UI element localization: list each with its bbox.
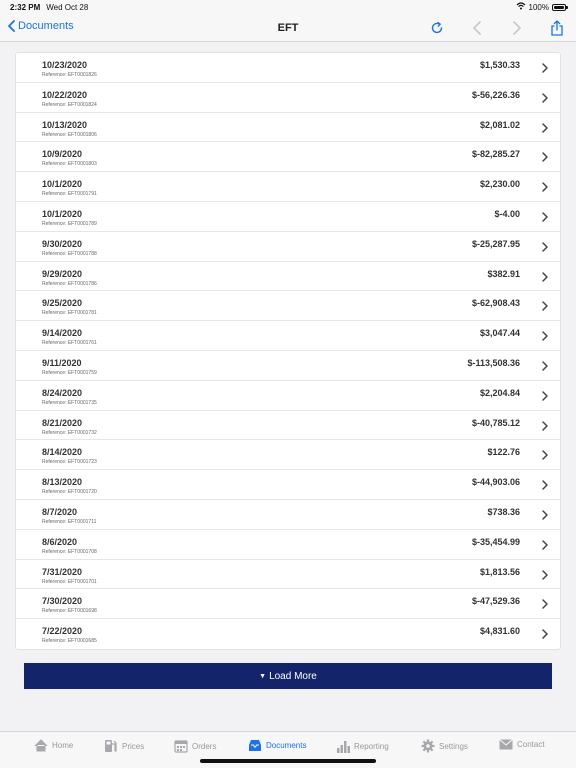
tab-label: Settings xyxy=(439,741,468,751)
list-item[interactable] xyxy=(16,530,560,560)
row-date: 10/13/2020 xyxy=(42,119,88,130)
row-amount: $2,081.02 xyxy=(479,119,520,130)
eft-list xyxy=(15,52,561,650)
list-item[interactable] xyxy=(16,619,560,649)
back-button-label: Documents xyxy=(18,20,74,32)
row-date: 8/13/2020 xyxy=(42,477,83,488)
row-reference: Reference: EFT0001759 xyxy=(42,369,97,376)
battery-percent: 100% xyxy=(528,2,549,12)
row-amount: $-25,287.95 xyxy=(471,238,520,249)
row-date: 10/1/2020 xyxy=(42,208,83,219)
inbox-icon xyxy=(248,739,262,752)
row-amount: $2,204.84 xyxy=(479,387,520,398)
tab-prices[interactable] xyxy=(104,739,144,753)
navigation-bar xyxy=(0,14,576,42)
row-reference: Reference: EFT0001732 xyxy=(42,429,97,436)
chevron-right-icon xyxy=(540,211,550,223)
list-item[interactable] xyxy=(16,321,560,351)
chevron-right-icon xyxy=(540,300,550,312)
chevron-right-icon xyxy=(540,62,550,74)
row-reference: Reference: EFT0001826 xyxy=(42,72,97,78)
row-amount: $2,230.00 xyxy=(479,179,520,190)
battery-icon xyxy=(552,4,566,11)
row-reference: Reference: EFT0001803 xyxy=(42,161,97,168)
status-date: Wed Oct 28 xyxy=(46,2,89,12)
chevron-right-icon xyxy=(540,271,550,283)
tab-label: Home xyxy=(52,741,74,750)
tab-documents[interactable] xyxy=(248,739,306,752)
chevron-right-icon xyxy=(540,569,550,581)
row-reference: Reference: EFT0001698 xyxy=(42,608,97,615)
share-icon xyxy=(550,20,564,36)
list-item[interactable] xyxy=(16,351,560,381)
tab-settings[interactable] xyxy=(421,739,468,753)
list-item[interactable] xyxy=(16,411,560,441)
home-indicator xyxy=(200,759,376,763)
list-item[interactable] xyxy=(16,560,560,590)
row-date: 8/24/2020 xyxy=(42,387,83,398)
tab-label: Contact xyxy=(517,740,545,749)
row-amount: $-56,226.36 xyxy=(471,89,520,100)
list-item[interactable] xyxy=(16,113,560,143)
list-item[interactable] xyxy=(16,83,560,113)
row-reference: Reference: EFT0001781 xyxy=(42,310,97,317)
tab-label: Orders xyxy=(192,741,217,751)
tab-label: Prices xyxy=(122,741,145,751)
tab-home[interactable] xyxy=(34,739,73,752)
next-button[interactable] xyxy=(508,19,526,37)
tab-label: Reporting xyxy=(354,741,389,751)
chevron-right-icon xyxy=(540,360,550,372)
tab-contact[interactable] xyxy=(499,739,545,750)
chevron-right-icon xyxy=(540,598,550,610)
row-amount: $738.36 xyxy=(487,506,520,517)
chevron-right-icon xyxy=(540,122,550,134)
list-item[interactable] xyxy=(16,440,560,470)
chevron-right-icon xyxy=(540,151,550,163)
list-item[interactable] xyxy=(16,381,560,411)
list-item[interactable] xyxy=(16,589,560,619)
list-item[interactable] xyxy=(16,500,560,530)
row-reference: Reference: EFT0001791 xyxy=(42,191,97,198)
row-amount: $1,530.33 xyxy=(479,60,520,70)
row-amount: $-40,785.12 xyxy=(471,417,520,428)
row-amount: $-44,903.06 xyxy=(471,477,520,488)
list-item[interactable] xyxy=(16,172,560,202)
row-amount: $122.76 xyxy=(487,447,520,458)
row-amount: $-35,454.99 xyxy=(471,536,520,547)
row-date: 8/21/2020 xyxy=(42,417,83,428)
row-amount: $-47,529.36 xyxy=(471,596,520,607)
chevron-right-icon xyxy=(540,628,550,640)
row-amount: $3,047.44 xyxy=(479,328,520,339)
chevron-right-icon xyxy=(540,181,550,193)
chevron-left-icon xyxy=(8,20,15,32)
tab-orders[interactable] xyxy=(174,739,216,753)
list-item[interactable] xyxy=(16,262,560,292)
home-icon xyxy=(34,739,48,752)
row-date: 7/22/2020 xyxy=(42,626,83,637)
wifi-icon xyxy=(516,2,526,12)
row-date: 10/9/2020 xyxy=(42,149,83,160)
row-reference: Reference: EFT0001685 xyxy=(42,638,97,645)
list-item[interactable] xyxy=(16,202,560,232)
chevron-right-icon xyxy=(540,92,550,104)
row-reference: Reference: EFT0001701 xyxy=(42,578,97,585)
list-item[interactable] xyxy=(16,53,560,83)
page-title: EFT xyxy=(277,22,299,34)
share-button[interactable] xyxy=(548,19,566,37)
list-item[interactable] xyxy=(16,232,560,262)
list-item[interactable] xyxy=(16,291,560,321)
row-amount: $-62,908.43 xyxy=(471,298,520,309)
chevron-right-icon xyxy=(540,390,550,402)
nav-actions xyxy=(428,19,566,37)
load-more-label: Load More xyxy=(269,670,317,682)
chevron-right-icon xyxy=(540,330,550,342)
tab-reporting[interactable] xyxy=(336,739,389,753)
row-date: 10/23/2020 xyxy=(42,60,88,70)
tab-label: Documents xyxy=(266,741,307,750)
row-date: 10/1/2020 xyxy=(42,179,83,190)
status-time: 2:32 PM xyxy=(10,2,41,12)
chevron-right-icon xyxy=(540,420,550,432)
chevron-left-icon xyxy=(473,21,481,35)
chevron-right-icon xyxy=(540,509,550,521)
row-reference: Reference: EFT0001789 xyxy=(42,220,97,227)
row-reference: Reference: EFT0001735 xyxy=(42,399,97,406)
row-amount: $-113,508.36 xyxy=(467,357,520,368)
previous-button[interactable] xyxy=(468,19,486,37)
row-amount: $4,831.60 xyxy=(479,626,520,637)
row-amount: $382.91 xyxy=(487,268,520,279)
row-reference: Reference: EFT0001761 xyxy=(42,340,97,347)
row-date: 8/7/2020 xyxy=(42,506,78,517)
row-date: 9/14/2020 xyxy=(42,328,83,339)
list-item[interactable] xyxy=(16,142,560,172)
row-reference: Reference: EFT0001708 xyxy=(42,548,97,555)
caret-down-icon: ▼ xyxy=(259,672,267,680)
list-item[interactable] xyxy=(16,470,560,500)
status-bar xyxy=(0,0,576,14)
row-reference: Reference: EFT0001786 xyxy=(42,280,97,287)
row-reference: Reference: EFT0001720 xyxy=(42,489,97,496)
row-reference: Reference: EFT0001788 xyxy=(42,250,97,257)
row-date: 9/11/2020 xyxy=(42,357,82,368)
load-more-button[interactable] xyxy=(24,663,552,689)
row-amount: $-82,285.27 xyxy=(471,149,520,160)
back-button[interactable] xyxy=(8,20,74,32)
row-date: 7/30/2020 xyxy=(42,596,83,607)
row-date: 9/25/2020 xyxy=(42,298,83,309)
row-date: 7/31/2020 xyxy=(42,566,83,577)
row-date: 9/30/2020 xyxy=(42,238,83,249)
row-amount: $1,813.56 xyxy=(479,566,520,577)
fuel-pump-icon xyxy=(104,739,118,753)
row-reference: Reference: EFT0001806 xyxy=(42,131,97,138)
row-date: 8/6/2020 xyxy=(42,536,78,547)
gear-icon xyxy=(421,739,435,753)
bar-chart-icon xyxy=(336,739,350,753)
chevron-right-icon xyxy=(540,479,550,491)
envelope-icon xyxy=(499,739,513,750)
calendar-icon xyxy=(174,739,188,753)
row-date: 9/29/2020 xyxy=(42,268,83,279)
chevron-right-icon xyxy=(540,449,550,461)
row-reference: Reference: EFT0001824 xyxy=(42,101,97,108)
refresh-button[interactable] xyxy=(428,19,446,37)
row-date: 8/14/2020 xyxy=(42,447,83,458)
row-amount: $-4.00 xyxy=(494,208,520,219)
chevron-right-icon xyxy=(513,21,521,35)
row-reference: Reference: EFT0001711 xyxy=(42,518,97,525)
chevron-right-icon xyxy=(540,241,550,253)
refresh-icon xyxy=(430,21,444,35)
row-date: 10/22/2020 xyxy=(42,89,88,100)
status-right xyxy=(516,2,566,12)
chevron-right-icon xyxy=(540,539,550,551)
row-reference: Reference: EFT0001723 xyxy=(42,459,97,466)
